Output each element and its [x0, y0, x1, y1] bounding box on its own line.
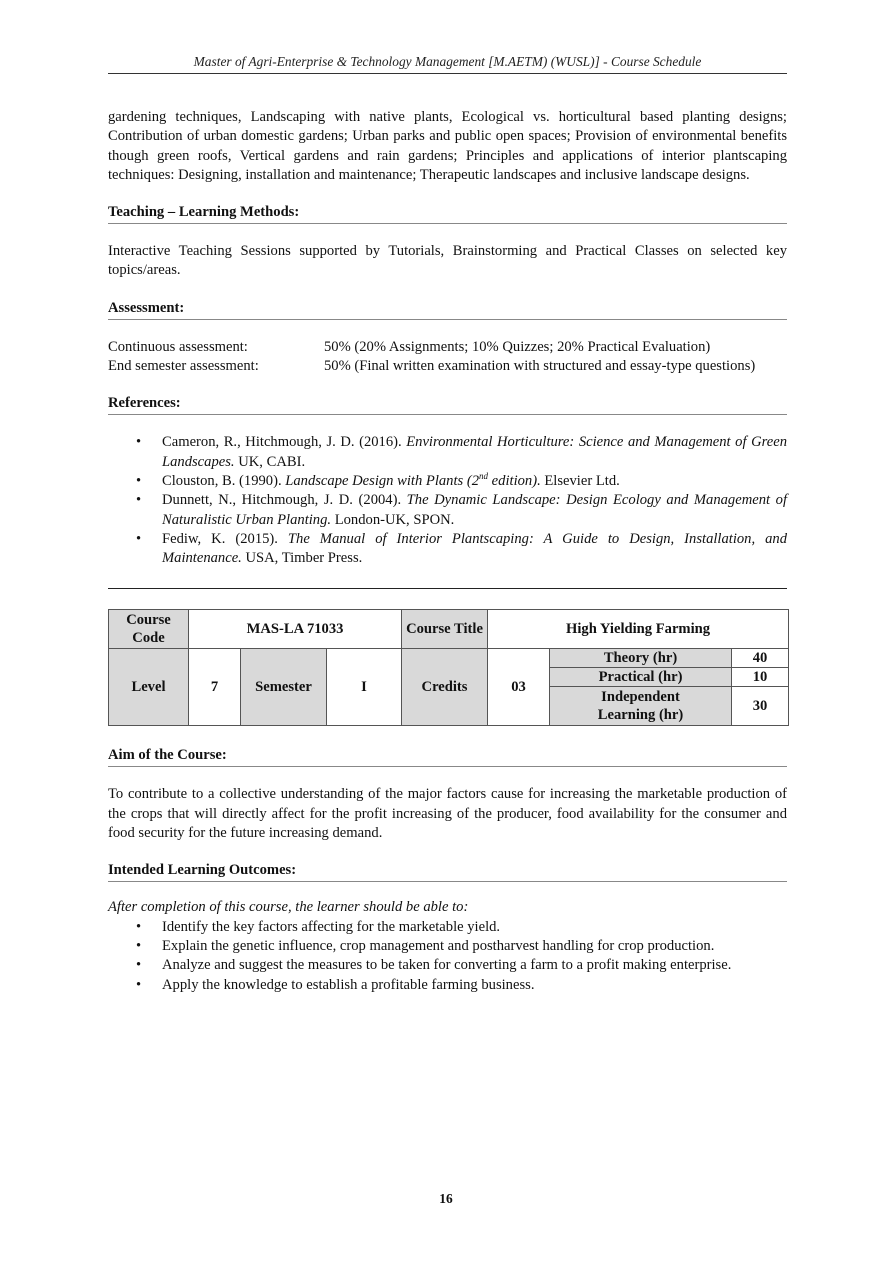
hours-value: 30 — [732, 687, 789, 726]
hours-label: Theory (hr) — [550, 649, 732, 668]
teaching-methods-heading: Teaching – Learning Methods: — [108, 203, 787, 224]
reference-item: • Fediw, K. (2015). The Manual of Interior Plantscaping: A Guide to Design, Installation, and Maintenance. USA, Timber Press. — [136, 530, 788, 567]
course-title-value: High Yielding Farming — [488, 610, 789, 649]
assessment-row — [108, 338, 787, 357]
bullet-icon: • — [136, 530, 142, 547]
aim-heading: Aim of the Course: — [108, 746, 787, 767]
level-value: 7 — [189, 649, 241, 726]
bullet-icon: • — [136, 472, 142, 489]
course-title-label: Course Title — [402, 610, 488, 649]
hours-label: Practical (hr) — [550, 668, 732, 687]
assessment-value: 50% (20% Assignments; 10% Quizzes; 20% Practical Evaluation) — [324, 338, 711, 355]
ilo-item: • Identify the key factors affecting for the marketable yield. — [108, 918, 787, 937]
semester-value: I — [327, 649, 402, 726]
credits-label: Credits — [402, 649, 488, 726]
hours-value: 40 — [732, 649, 789, 668]
assessment-label: Continuous assessment: — [108, 338, 248, 355]
continued-paragraph: gardening techniques, Landscaping with native plants, Ecological vs. horticultural based planting designs; Contribution of urban domestic gardens; Urban parks and public open spaces; Provision of environmental benefits though green roofs, Vertical gardens and rain gardens; Principles and applications of interior plantscaping techniques: Designing, installation and maintenance; Therapeutic landscapes and inclusive landscape designs. — [108, 109, 787, 183]
ilo-item: • Explain the genetic influence, crop management and postharvest handling for crop production. — [108, 937, 787, 956]
ilo-heading: Intended Learning Outcomes: — [108, 861, 787, 882]
ilo-intro: After completion of this course, the learner should be able to: — [108, 899, 469, 916]
reference-item: • Dunnett, N., Hitchmough, J. D. (2004). The Dynamic Landscape: Design Ecology and Management of Naturalistic Urban Planting. London-UK, SPON. — [136, 492, 787, 528]
assessment-value: 50% (Final written examination with structured and essay-type questions) — [324, 358, 756, 375]
page-content — [108, 108, 787, 995]
bullet-icon: • — [136, 937, 142, 954]
assessment-row — [108, 357, 787, 376]
level-label: Level — [109, 649, 189, 726]
assessment-label: End semester assessment: — [108, 358, 259, 375]
bullet-icon: • — [136, 434, 142, 451]
bullet-icon: • — [136, 957, 142, 974]
ilo-item: • Analyze and suggest the measures to be taken for converting a farm to a profit making enterprise. — [108, 956, 787, 975]
page-number: 16 — [439, 1191, 453, 1206]
teaching-methods-text: Interactive Teaching Sessions supported by Tutorials, Brainstorming and Practical Classes on selected key topics/areas. — [108, 243, 787, 279]
ilo-item: • Apply the knowledge to establish a profitable farming business. — [108, 976, 787, 995]
aim-text: To contribute to a collective understanding of the major factors cause for increasing the marketable production of the crops that will directly affect for the profit increasing of the producer, food availability for the consumer and food security for the future increasing demand. — [108, 786, 787, 842]
bullet-icon: • — [136, 918, 142, 935]
reference-item: • Clouston, B. (1990). Landscape Design with Plants (2nd edition). Elsevier Ltd. — [108, 472, 787, 491]
hours-value: 10 — [732, 668, 789, 687]
course-info-table — [108, 609, 789, 726]
course-code-label: Course Code — [109, 610, 189, 649]
references-heading: References: — [108, 394, 787, 415]
page-header: Master of Agri-Enterprise & Technology Management [M.AETM) (WUSL)] - Course Schedule — [108, 53, 787, 74]
references-list — [108, 433, 787, 568]
ilo-list — [108, 918, 787, 995]
bullet-icon: • — [136, 976, 142, 993]
semester-label: Semester — [241, 649, 327, 726]
bullet-icon: • — [136, 492, 142, 509]
assessment-heading: Assessment: — [108, 299, 787, 320]
credits-value: 03 — [488, 649, 550, 726]
hours-label: Independent Learning (hr) — [550, 687, 732, 726]
reference-item: • Cameron, R., Hitchmough, J. D. (2016). Environmental Horticulture: Science and Management of Green Landscapes. UK, CABI. — [136, 434, 787, 470]
course-code-value: MAS-LA 71033 — [189, 610, 402, 649]
